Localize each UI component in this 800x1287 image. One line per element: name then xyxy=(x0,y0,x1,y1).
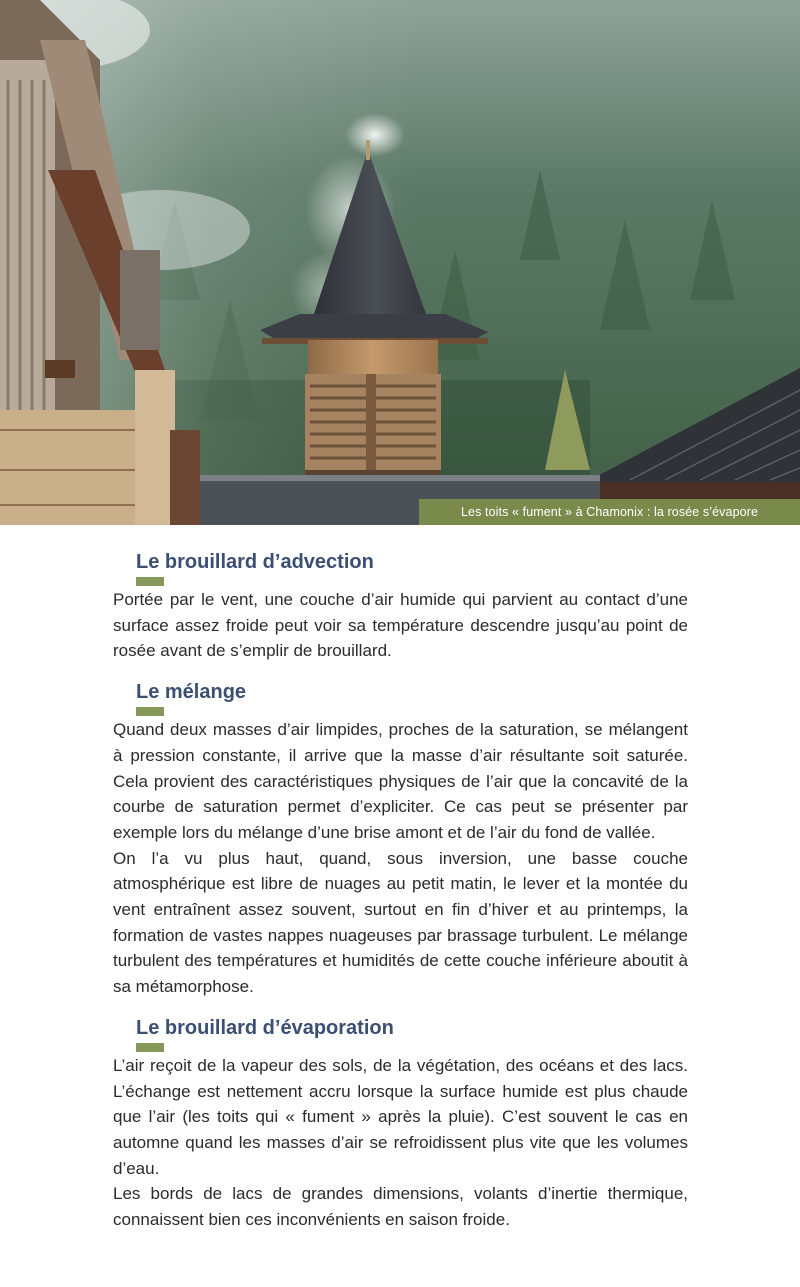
section-heading: Le brouillard d’évaporation xyxy=(136,1016,394,1039)
paragraph: L’air reçoit de la vapeur des sols, de la végétation, des océans et des lacs. L’échange est nettement accru lorsque la surface humide est plus chaude que l’air (les toits qui « fument » après la pluie). C’est souvent le cas en automne quand les masses d’air se refroidissent plus vite que les volumes d’eau. xyxy=(113,1055,688,1178)
section-heading-block xyxy=(113,678,688,716)
heading-accent-bar xyxy=(136,577,164,586)
section-heading: Le mélange xyxy=(136,681,247,704)
photo-caption: Les toits « fument » à Chamonix : la rosée s’évapore xyxy=(419,499,800,525)
article-body xyxy=(113,548,688,1233)
photo-illustration xyxy=(0,0,800,525)
section-heading: Le brouillard d’advection xyxy=(136,551,374,573)
section-advection xyxy=(113,548,688,664)
chamonix-roofs-photo xyxy=(0,0,800,525)
section-heading-block xyxy=(113,548,688,586)
heading-accent-bar xyxy=(136,1043,164,1052)
paragraph: Quand deux masses d’air limpides, proches de la saturation, se mélangent à pression constante, il arrive que la masse d’air résultante soit saturée. Cela provient des caractéristiques physiques de l’air que la concavité de la courbe de saturation permet d’expliciter. Ce cas peut se présenter par exemple lors du mélange d’une brise amont et de l’air du fond de vallée. xyxy=(113,720,688,842)
heading-accent-bar xyxy=(136,707,164,716)
paragraph: On l’a vu plus haut, quand, sous inversion, une basse couche atmosphérique est libre de nuages au petit matin, le lever et la montée du vent entraînent assez souvent, surtout en fin d’hiver et au printemps, la formation de vastes nappes nuageuses par brassage turbulent. Le mélange turbulent des températures et humidités de cette couche inférieure aboutit à sa métamorphose. xyxy=(113,848,688,997)
paragraph: Les bords de lacs de grandes dimensions, volants d’inertie thermique, connaissent bien ces inconvénients en saison froide. xyxy=(113,1184,688,1230)
section-evaporation xyxy=(113,1014,688,1233)
paragraph: Portée par le vent, une couche d’air humide qui parvient au contact d’une surface assez froide peut voir sa température descendre jusqu’au point de rosée avant de s’emplir de brouillard. xyxy=(113,590,688,661)
section-heading-block xyxy=(113,1014,688,1052)
section-melange xyxy=(113,678,688,1000)
